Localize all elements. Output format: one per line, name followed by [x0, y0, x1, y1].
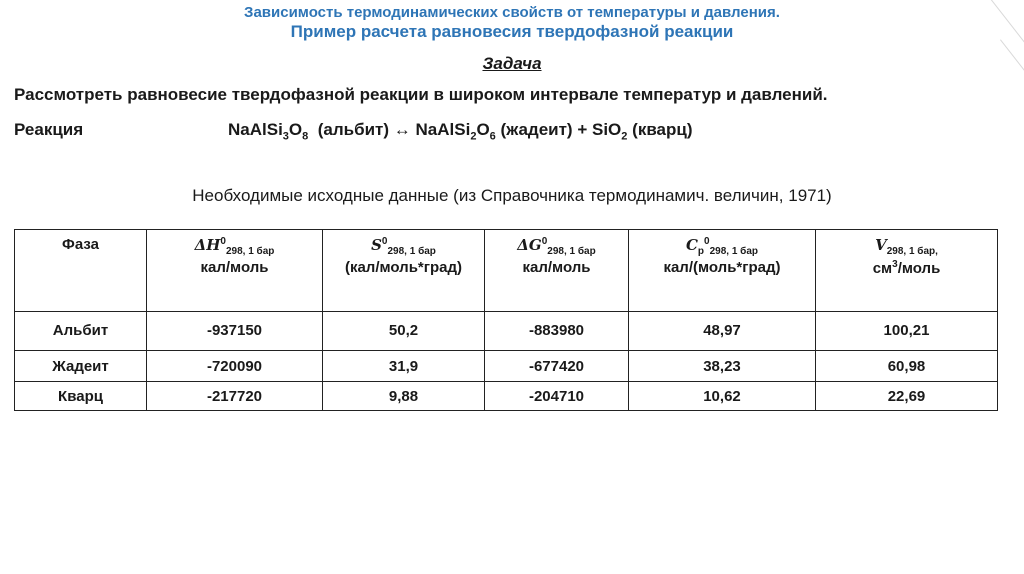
cell-dg: -204710 — [485, 382, 629, 411]
slide-title-line1: Зависимость термодинамических свойств от температуры и давления. — [244, 4, 780, 21]
cell-v: 22,69 — [816, 382, 998, 411]
reaction-label: Реакция — [14, 120, 84, 139]
header-heat-capacity: $C_p^0_{298, 1 бар}$ кал/(моль*град) — [629, 230, 816, 312]
task-heading: Задача — [482, 54, 542, 73]
cell-dg: -883980 — [485, 312, 629, 351]
table-header-row — [15, 230, 998, 312]
slide-title-line2: Пример расчета равновесия твердофазной реакции — [290, 22, 734, 41]
properties-table — [14, 229, 998, 411]
cell-v: 60,98 — [816, 351, 998, 382]
decorative-line — [1000, 39, 1024, 111]
reaction-equation — [228, 120, 693, 142]
plus-sign: + — [577, 120, 588, 139]
task-description: Рассмотреть равновесие твердофазной реакции в широком интервале температур и давлений. — [14, 85, 828, 104]
cell-v: 100,21 — [816, 312, 998, 351]
cell-dh: -720090 — [147, 351, 323, 382]
cell-s: 31,9 — [323, 351, 485, 382]
arrow: ↔ — [393, 120, 411, 139]
header-phase: Фаза — [15, 230, 147, 312]
cell-dh: -217720 — [147, 382, 323, 411]
cell-phase: Альбит — [15, 312, 147, 351]
cell-cp: 48,97 — [629, 312, 816, 351]
quartz-name: (кварц) — [632, 120, 693, 139]
cell-cp: 38,23 — [629, 351, 816, 382]
quartz-formula: SiO$_2$ — [592, 120, 628, 143]
cell-cp: 10,62 — [629, 382, 816, 411]
albite-formula: $NaAlSi_3O_8$ — [228, 120, 309, 143]
cell-phase: Кварц — [15, 382, 147, 411]
cell-dh: -937150 — [147, 312, 323, 351]
header-volume: $V_{298, 1 бар,}$ $см^3$/моль — [816, 230, 998, 312]
header-enthalpy: $\Delta H^0_{298, 1 бар}$ кал/моль — [147, 230, 323, 312]
albite-name: (альбит) — [317, 120, 390, 139]
data-heading: Необходимые исходные данные (из Справочника термодинамич. величин, 1971) — [192, 186, 832, 205]
table-row — [15, 382, 998, 411]
cell-phase: Жадеит — [15, 351, 147, 382]
table-row — [15, 351, 998, 382]
cell-s: 9,88 — [323, 382, 485, 411]
jadeite-name: (жадеит) — [500, 120, 573, 139]
table-row — [15, 312, 998, 351]
cell-dg: -677420 — [485, 351, 629, 382]
cell-s: 50,2 — [323, 312, 485, 351]
jadeite-formula: $NaAlSi_2O_6$ — [415, 120, 496, 143]
header-gibbs: $\Delta G^0_{298, 1 бар}$ кал/моль — [485, 230, 629, 312]
header-entropy: $S^0_{298, 1 бар}$ (кал/моль*град) — [323, 230, 485, 312]
